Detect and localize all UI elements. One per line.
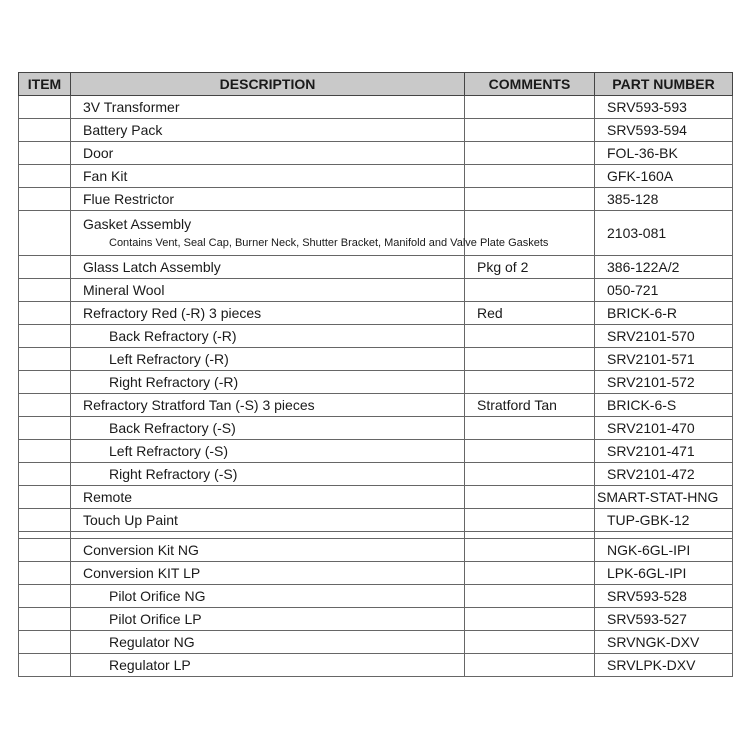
gasket-description: Gasket Assembly: [83, 216, 192, 232]
description-cell: Door: [71, 142, 465, 165]
description-cell: Regulator LP: [71, 654, 465, 677]
table-row: [19, 631, 733, 654]
description-cell: Pilot Orifice NG: [71, 585, 465, 608]
table-row: [19, 348, 733, 371]
comments-cell: Pkg of 2: [465, 256, 595, 279]
part-number-cell: 385-128: [595, 188, 733, 211]
divider-cell: [71, 532, 465, 539]
description-cell: Right Refractory (-S): [71, 463, 465, 486]
comments-cell: [465, 654, 595, 677]
part-number-cell: NGK-6GL-IPI: [595, 539, 733, 562]
comments-cell: [465, 440, 595, 463]
description-cell: Refractory Stratford Tan (-S) 3 pieces: [71, 394, 465, 417]
part-number-cell: 2103-081: [595, 211, 733, 256]
description-cell: Battery Pack: [71, 119, 465, 142]
part-number-cell: SRV2101-570: [595, 325, 733, 348]
description-cell: Right Refractory (-R): [71, 371, 465, 394]
gasket-note: Contains Vent, Seal Cap, Burner Neck, Shutter Bracket, Manifold and Valve Plate Gaskets: [109, 237, 549, 249]
divider-cell: [19, 532, 71, 539]
table-row: [19, 440, 733, 463]
comments-cell: Stratford Tan: [465, 394, 595, 417]
item-cell: [19, 302, 71, 325]
item-cell: [19, 142, 71, 165]
description-cell: Regulator NG: [71, 631, 465, 654]
description-cell: 3V Transformer: [71, 96, 465, 119]
item-cell: [19, 631, 71, 654]
part-number-cell: SRVNGK-DXV: [595, 631, 733, 654]
part-number-cell: FOL-36-BK: [595, 142, 733, 165]
comments-cell: [465, 325, 595, 348]
description-cell: Mineral Wool: [71, 279, 465, 302]
part-number-cell: LPK-6GL-IPI: [595, 562, 733, 585]
item-cell: [19, 279, 71, 302]
description-cell: Back Refractory (-R): [71, 325, 465, 348]
comments-cell: Red: [465, 302, 595, 325]
part-number-cell: BRICK-6-S: [595, 394, 733, 417]
comments-cell: [465, 539, 595, 562]
table-row: [19, 608, 733, 631]
description-cell: Left Refractory (-S): [71, 440, 465, 463]
part-number-cell: 050-721: [595, 279, 733, 302]
part-number-cell: SRV593-527: [595, 608, 733, 631]
comments-cell: [465, 142, 595, 165]
comments-cell: [465, 96, 595, 119]
part-number-cell: SRV593-593: [595, 96, 733, 119]
comments-cell: [465, 279, 595, 302]
description-cell: Glass Latch Assembly: [71, 256, 465, 279]
description-cell: Remote: [71, 486, 465, 509]
item-cell: [19, 165, 71, 188]
header-comments: COMMENTS: [465, 73, 595, 96]
part-number-cell: SRV593-594: [595, 119, 733, 142]
table-row: [19, 119, 733, 142]
section-divider-row: [19, 532, 733, 539]
item-cell: [19, 440, 71, 463]
table-row: [19, 302, 733, 325]
description-cell: Conversion KIT LP: [71, 562, 465, 585]
table-row: [19, 96, 733, 119]
description-cell: Refractory Red (-R) 3 pieces: [71, 302, 465, 325]
table-row: [19, 562, 733, 585]
table-row: [19, 417, 733, 440]
table-row: [19, 463, 733, 486]
header-part-number: PART NUMBER: [595, 73, 733, 96]
table-row: [19, 325, 733, 348]
comments-cell: [465, 562, 595, 585]
item-cell: [19, 256, 71, 279]
comments-cell: [465, 608, 595, 631]
parts-table-container: [18, 72, 732, 677]
table-row: [19, 654, 733, 677]
comments-cell: [465, 188, 595, 211]
part-number-cell: SMART-STAT-HNG: [595, 486, 733, 509]
part-number-cell: SRV2101-571: [595, 348, 733, 371]
item-cell: [19, 348, 71, 371]
divider-cell: [595, 532, 733, 539]
table-row: [19, 539, 733, 562]
item-cell: [19, 211, 71, 256]
description-cell: Fan Kit: [71, 165, 465, 188]
table-row: [19, 211, 733, 256]
comments-cell: [465, 631, 595, 654]
item-cell: [19, 119, 71, 142]
parts-table: [18, 72, 733, 677]
item-cell: [19, 188, 71, 211]
part-number-cell: SRV2101-471: [595, 440, 733, 463]
part-number-cell: SRV593-528: [595, 585, 733, 608]
description-cell: Flue Restrictor: [71, 188, 465, 211]
comments-cell: [465, 509, 595, 532]
description-cell: Touch Up Paint: [71, 509, 465, 532]
comments-cell: [465, 585, 595, 608]
item-cell: [19, 539, 71, 562]
item-cell: [19, 417, 71, 440]
item-cell: [19, 486, 71, 509]
table-row: [19, 142, 733, 165]
item-cell: [19, 509, 71, 532]
item-cell: [19, 585, 71, 608]
item-cell: [19, 463, 71, 486]
table-header-row: [19, 73, 733, 96]
table-row: [19, 486, 733, 509]
table-row: [19, 509, 733, 532]
description-cell: Conversion Kit NG: [71, 539, 465, 562]
table-row: [19, 188, 733, 211]
item-cell: [19, 325, 71, 348]
part-number-cell: SRV2101-472: [595, 463, 733, 486]
comments-cell: [465, 371, 595, 394]
comments-cell: [465, 165, 595, 188]
table-row: [19, 165, 733, 188]
description-cell: Left Refractory (-R): [71, 348, 465, 371]
table-row: [19, 371, 733, 394]
item-cell: [19, 394, 71, 417]
description-cell: [71, 211, 549, 256]
comments-cell: [465, 417, 595, 440]
description-cell: Pilot Orifice LP: [71, 608, 465, 631]
comments-cell: [465, 348, 595, 371]
item-cell: [19, 562, 71, 585]
header-description: DESCRIPTION: [71, 73, 465, 96]
part-number-cell: BRICK-6-R: [595, 302, 733, 325]
header-item: ITEM: [19, 73, 71, 96]
item-cell: [19, 608, 71, 631]
comments-cell: [465, 486, 595, 509]
item-cell: [19, 371, 71, 394]
part-number-cell: SRV2101-572: [595, 371, 733, 394]
item-cell: [19, 96, 71, 119]
comments-cell: [465, 119, 595, 142]
table-row: [19, 279, 733, 302]
divider-cell: [465, 532, 595, 539]
part-number-cell: GFK-160A: [595, 165, 733, 188]
table-row: [19, 585, 733, 608]
comments-cell: [465, 463, 595, 486]
table-row: [19, 256, 733, 279]
description-cell: Back Refractory (-S): [71, 417, 465, 440]
table-row: [19, 394, 733, 417]
part-number-cell: SRVLPK-DXV: [595, 654, 733, 677]
part-number-cell: SRV2101-470: [595, 417, 733, 440]
item-cell: [19, 654, 71, 677]
part-number-cell: 386-122A/2: [595, 256, 733, 279]
part-number-cell: TUP-GBK-12: [595, 509, 733, 532]
